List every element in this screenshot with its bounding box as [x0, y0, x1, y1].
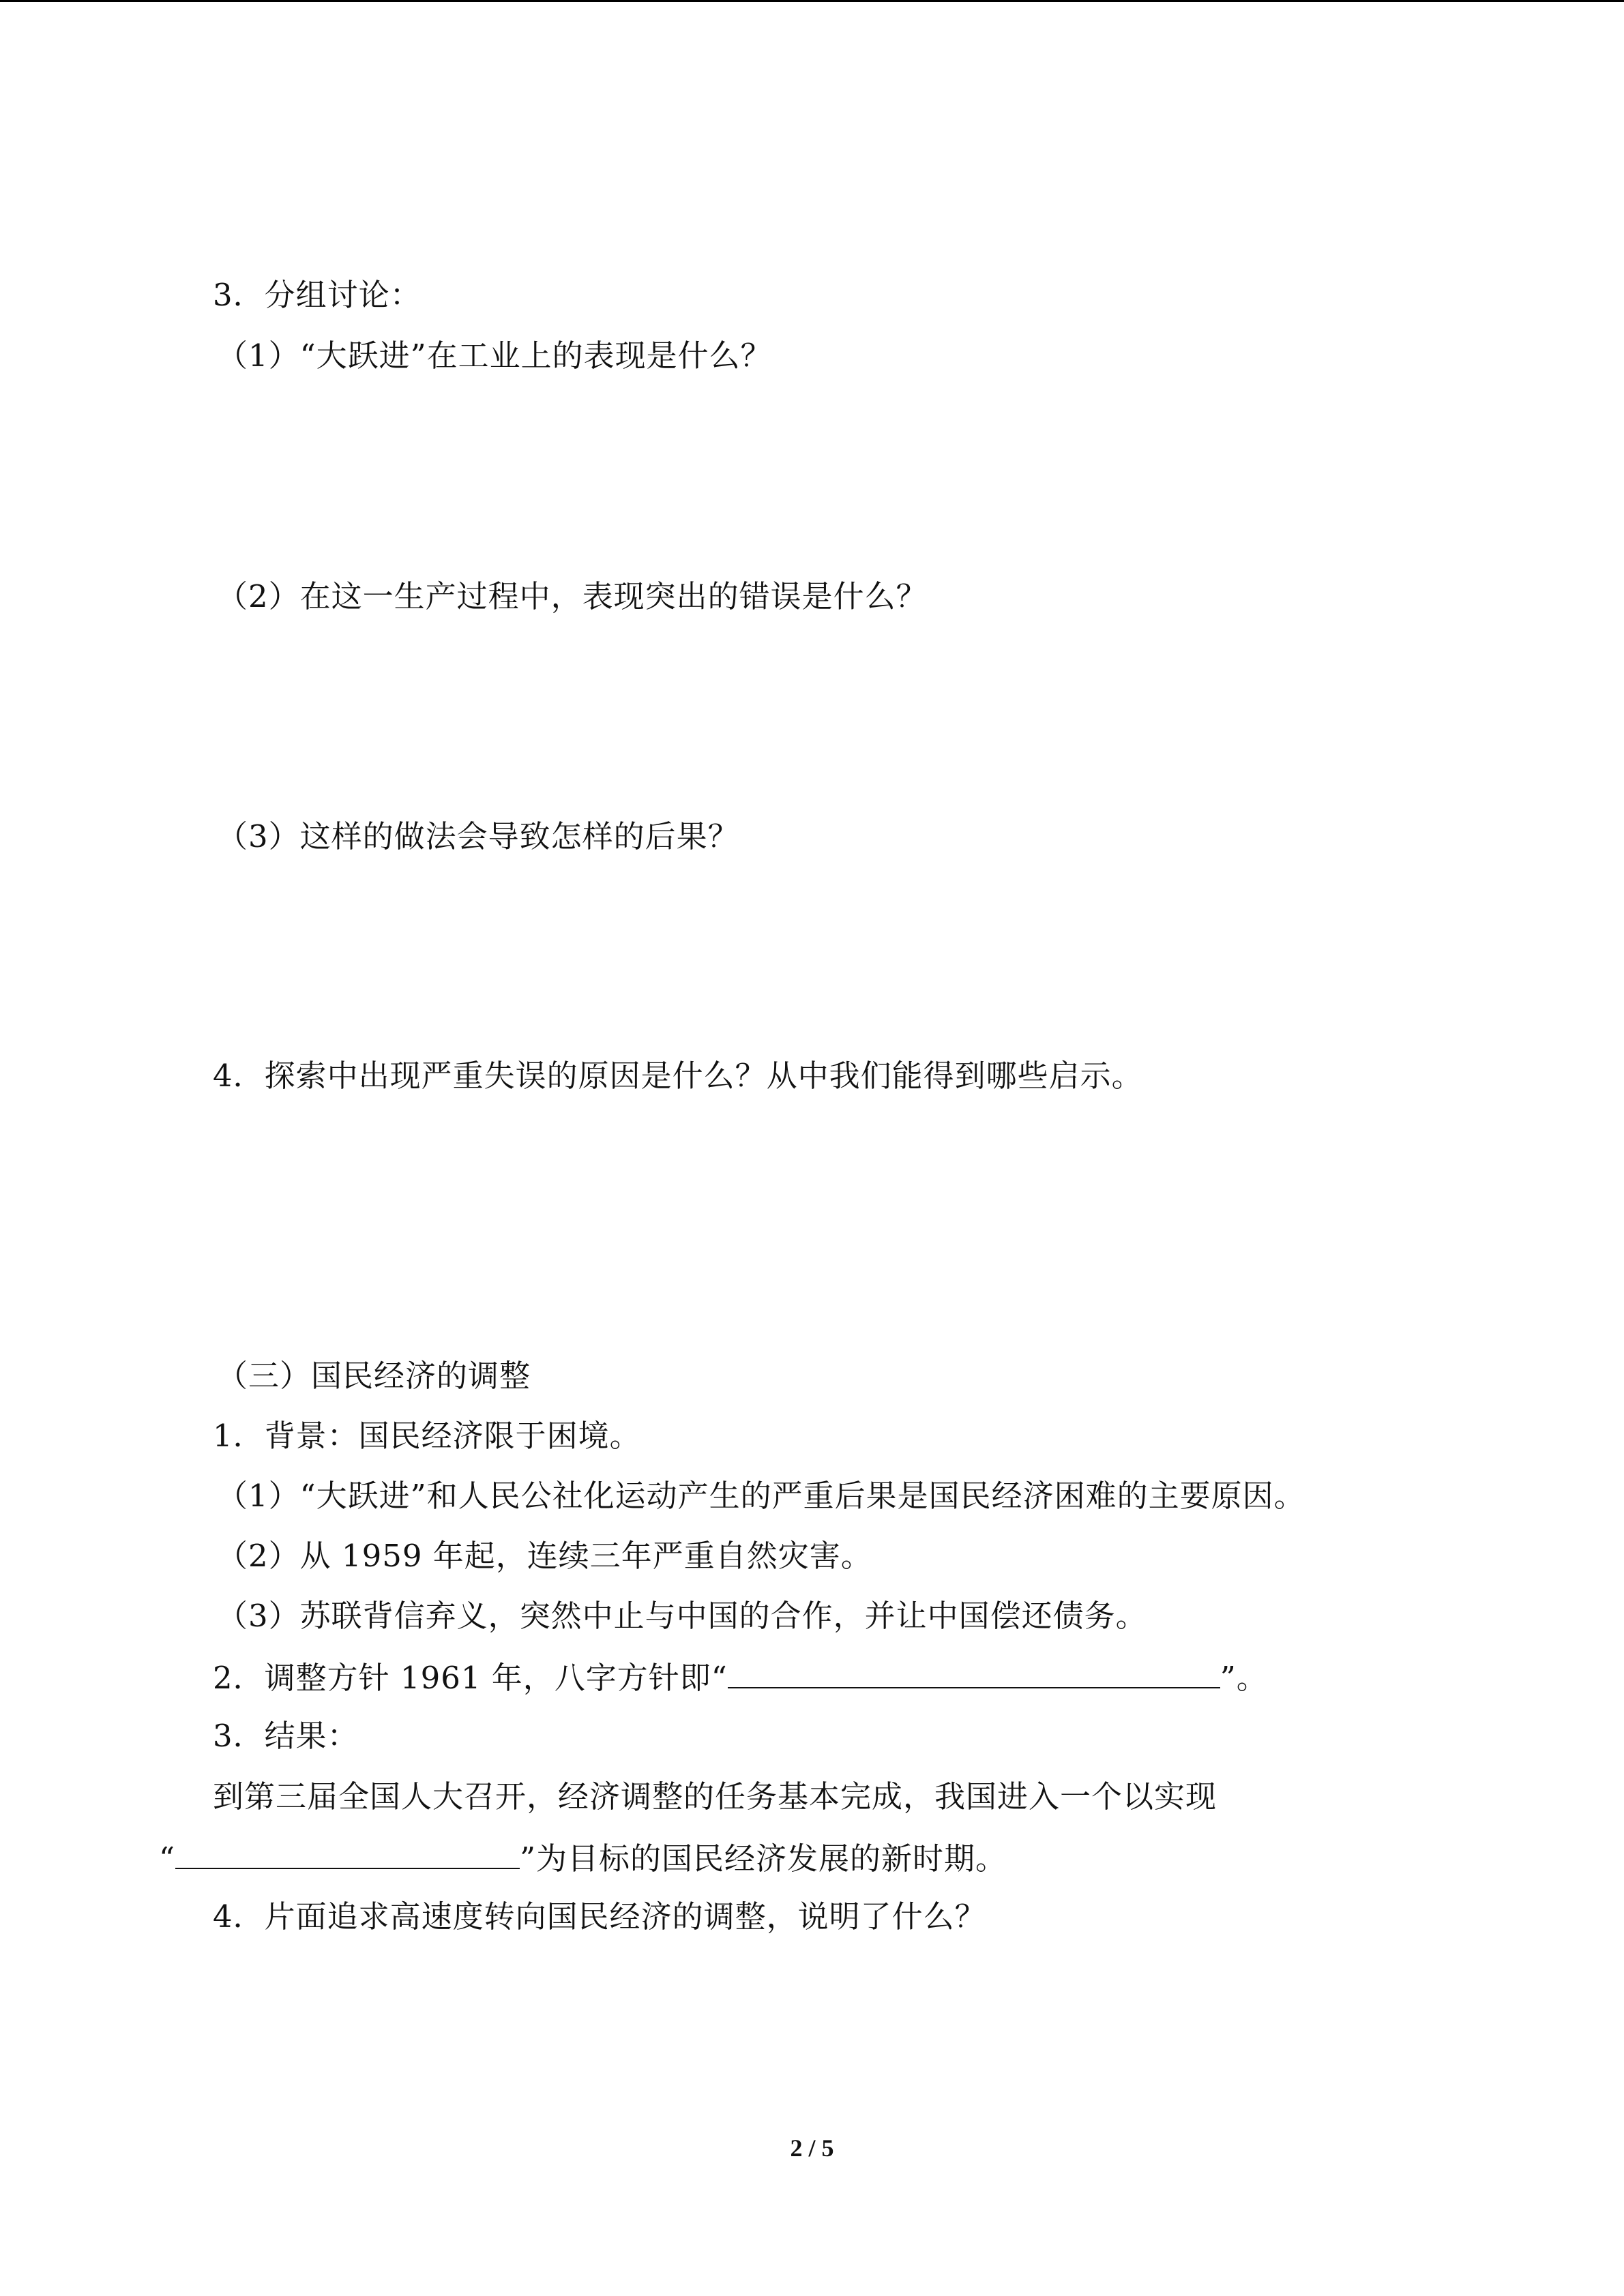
- policy-line: [213, 1657, 1268, 1697]
- policy-suffix: ”。: [1220, 1660, 1268, 1696]
- question-4-errors: 4．探索中出现严重失误的原因是什么？从中我们能得到哪些启示。: [213, 1058, 1143, 1094]
- background-reason-1: （1）“大跃进”和人民公社化运动产生的严重后果是国民经济困难的主要原因。: [217, 1478, 1305, 1514]
- result-answer-blank[interactable]: [175, 1838, 520, 1869]
- discussion-heading: 3．分组讨论：: [213, 277, 422, 313]
- result-line-2: [159, 1838, 1007, 1878]
- discussion-question-1: （1）“大跃进”在工业上的表现是什么？: [217, 338, 772, 374]
- result-line-1: 到第三届全国人大召开，经济调整的任务基本完成，我国进入一个以实现: [213, 1778, 1217, 1815]
- result-heading: 3．结果：: [213, 1718, 359, 1754]
- background-reason-2: （2）从 1959 年起，连续三年严重自然灾害。: [217, 1538, 872, 1574]
- section-three-title: （三）国民经济的调整: [217, 1358, 531, 1394]
- result-line-2-suffix: ”为目标的国民经济发展的新时期。: [520, 1840, 1007, 1877]
- policy-answer-blank[interactable]: [728, 1657, 1220, 1688]
- page-top-border: [0, 0, 1624, 2]
- discussion-question-3: （3）这样的做法会导致怎样的后果？: [217, 818, 739, 854]
- result-open-quote: “: [159, 1840, 176, 1877]
- discussion-question-2: （2）在这一生产过程中，表现突出的错误是什么？: [217, 578, 928, 614]
- background-heading: 1．背景：国民经济限于困境。: [213, 1418, 641, 1454]
- adjustment-question: 4．片面追求高速度转向国民经济的调整，说明了什么？: [213, 1898, 986, 1935]
- background-reason-3: （3）苏联背信弃义，突然中止与中国的合作，并让中国偿还债务。: [217, 1598, 1147, 1634]
- page-number: 2 / 5: [790, 2134, 834, 2162]
- policy-prefix: 2．调整方针 1961 年，八字方针即“: [213, 1660, 728, 1696]
